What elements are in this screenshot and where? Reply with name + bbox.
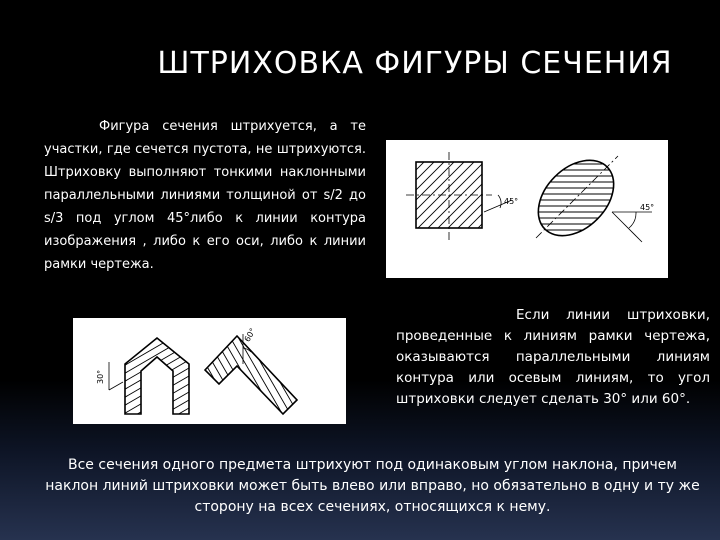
arch-profile-section [103,318,213,424]
angle-label-45-first: 45° [504,197,519,206]
paragraph-30-60-rule: Если линии штриховки, проведенные к линиям рамки чертежа, оказываются параллельными линиям контура или осевым линиям, то угол штриховки следует сделать 30° или 60°. [396,307,710,407]
figure-bottom-drawing [73,318,346,424]
paragraph-same-angle-rule: Все сечения одного предмета штрихуют под одинаковым углом наклона, причем наклон линий штриховки может быть влево или вправо, но обязательно в одну и ту же сторону на всех сечениях, относящихся к нему. [45,457,700,515]
hatched-ellipse [516,146,636,251]
figure-top-drawing [386,140,668,278]
slide-title: ШТРИХОВКА ФИГУРЫ СЕЧЕНИЯ [157,46,673,81]
angle-marker-30 [96,362,123,390]
figure-bent-profiles-hatching [73,318,346,424]
angle-label-30: 30° [96,369,105,384]
paragraph-hatching-rules: Фигура сечения штрихуется, а те участки, где сечется пустота, не штрихуются. Штриховку выполняют тонкими наклонными параллельными линиями толщиной от s/2 до s/3 под углом 45°либо к линии контура изображения , либо к его оси, либо к линии рамки чертежа. [44,119,366,272]
angle-marker-ellipse [612,203,654,242]
angle-label-45-second: 45° [640,203,655,212]
angle-marker-square [484,195,518,212]
figure-square-ellipse-hatching [386,140,668,278]
angle-label-60: 60° [242,326,258,344]
